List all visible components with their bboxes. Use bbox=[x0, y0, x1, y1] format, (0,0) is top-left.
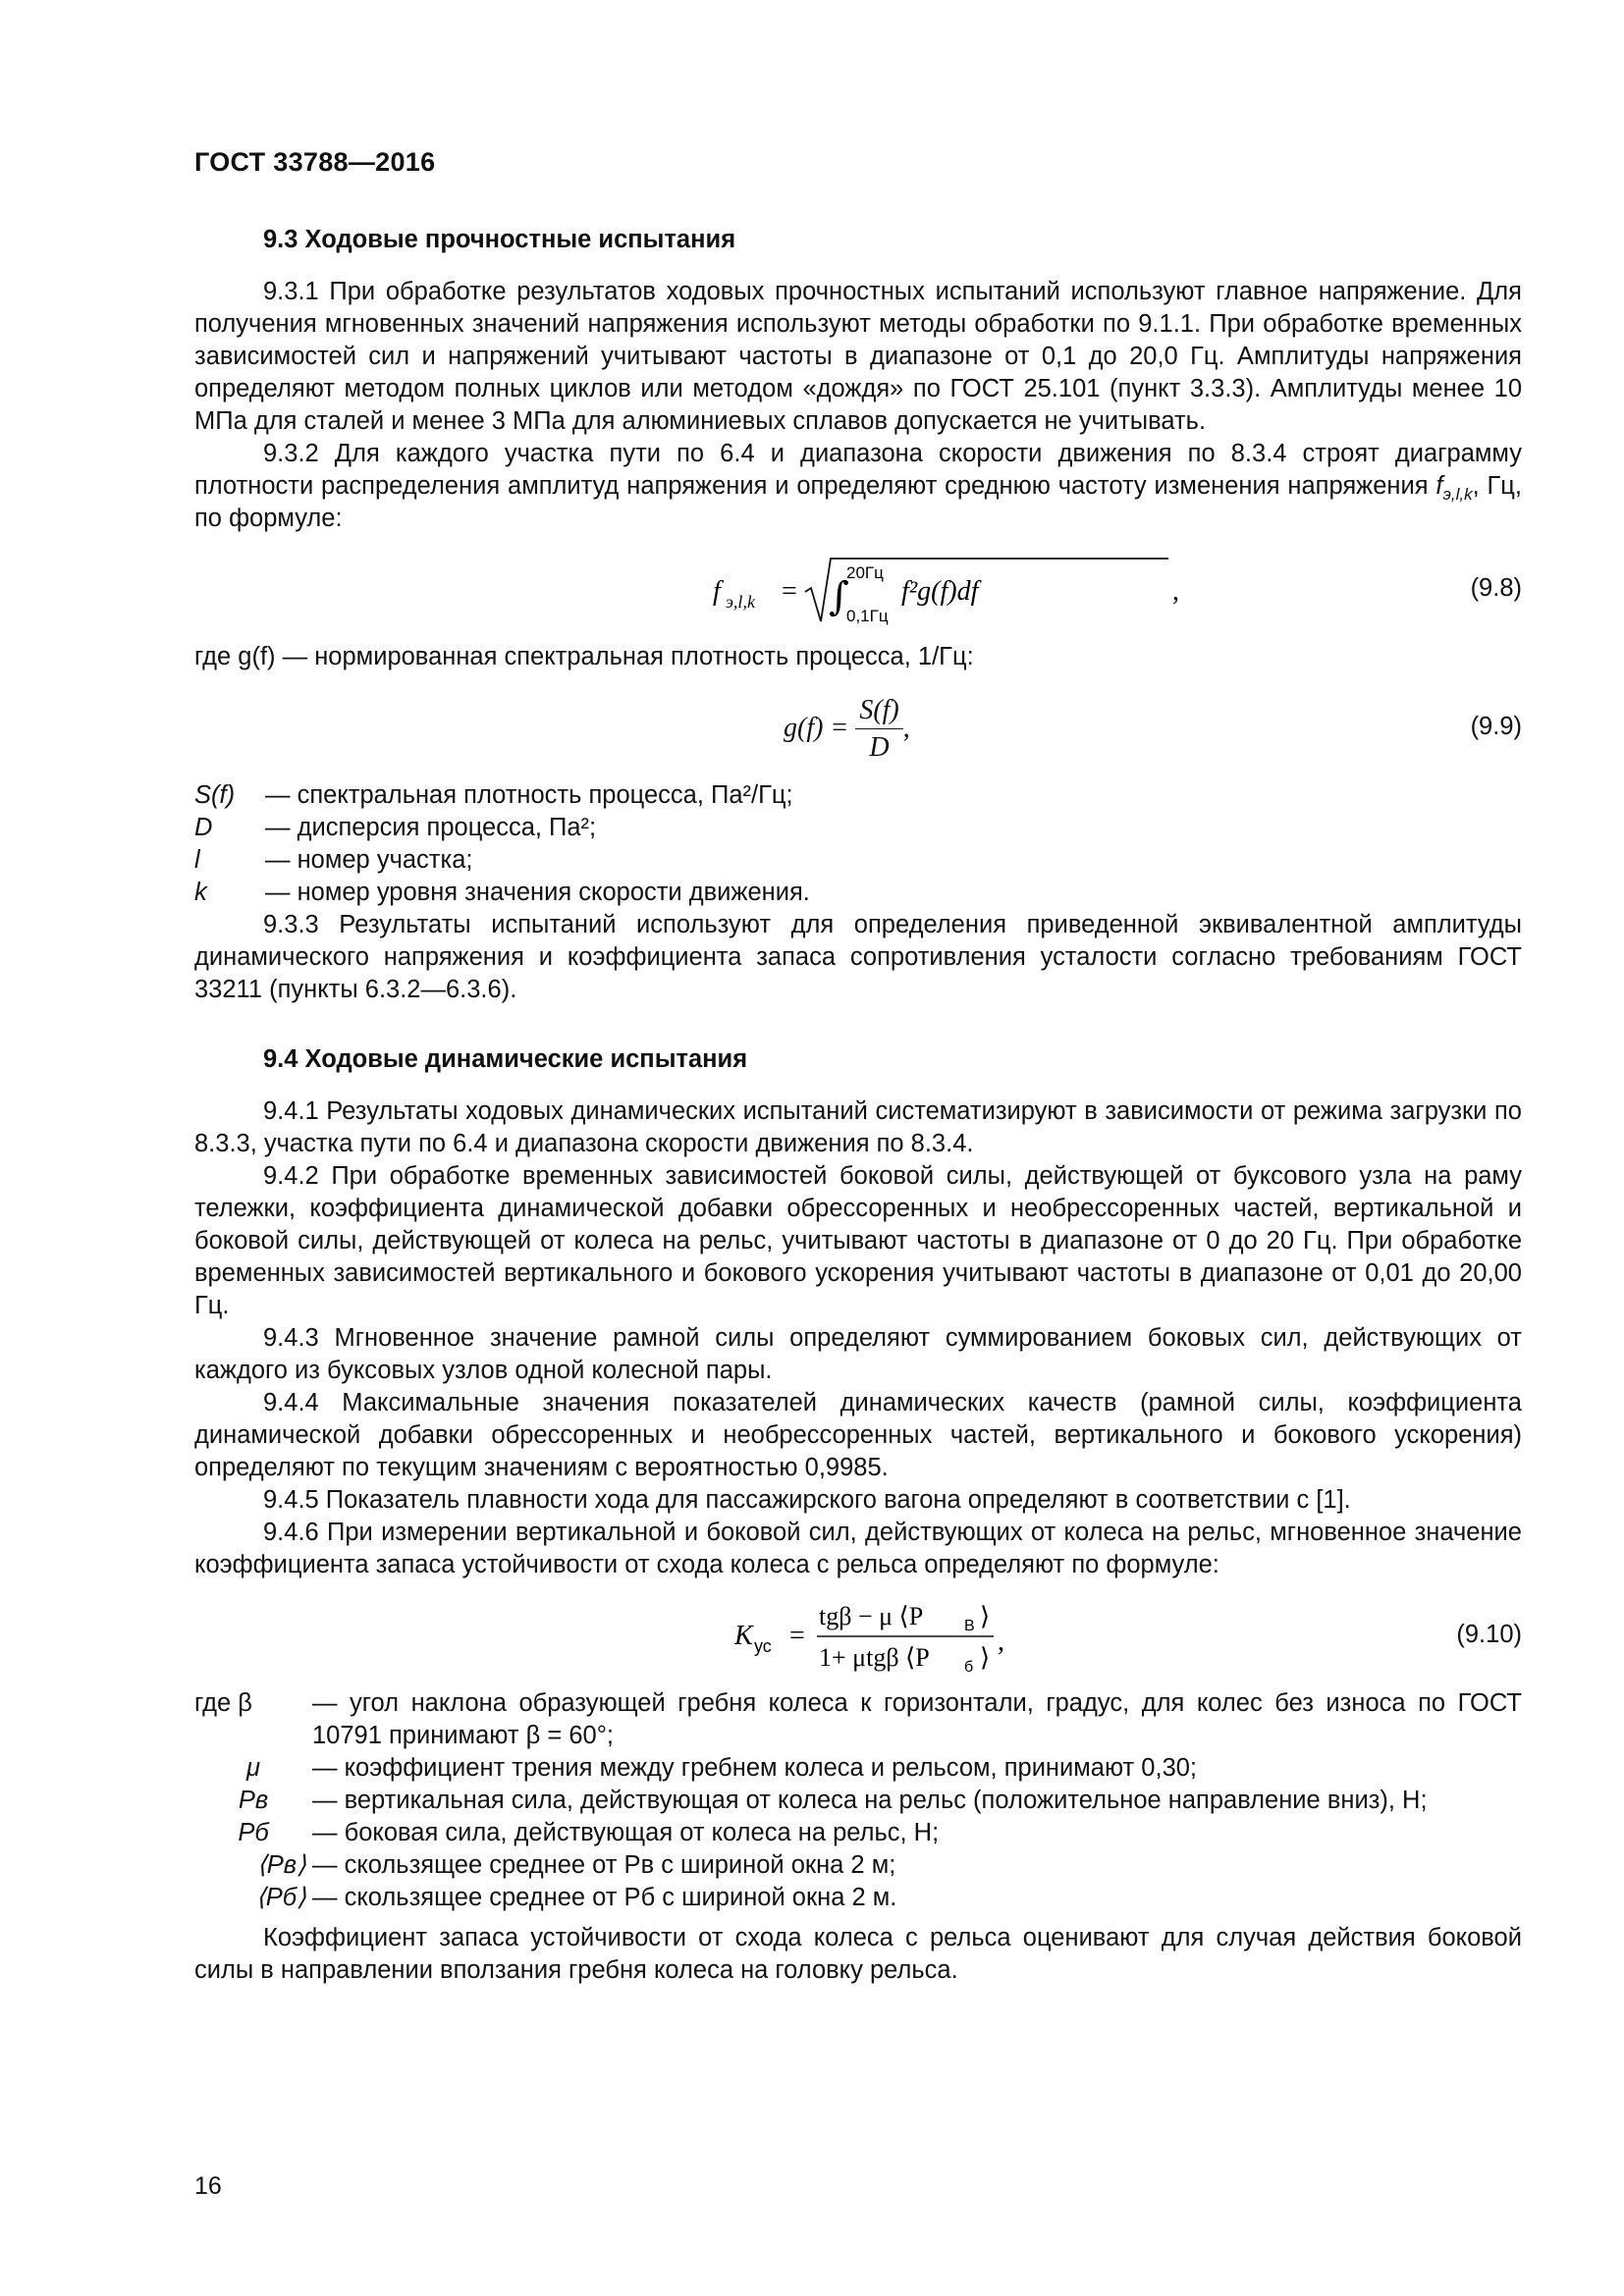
formula-9-10-denominator: 1+ μtgβ ⟨P bbox=[819, 1643, 930, 1672]
paragraph-9-4-3: 9.4.3 Мгновенное значение рамной силы определяют суммированием боковых сил, действующих от каждого из буксовых узлов одной колесной пары. bbox=[194, 1324, 1522, 1384]
formula-9-8-trail: , bbox=[1172, 576, 1179, 607]
page-number: 16 bbox=[194, 2172, 222, 2200]
definition-symbol: k bbox=[194, 879, 207, 906]
page-content bbox=[194, 224, 1522, 1987]
equation-number-9-9: (9.9) bbox=[1470, 713, 1522, 740]
formula-9-8-equals: = bbox=[782, 576, 797, 607]
definition-row bbox=[194, 1882, 1522, 1914]
definition-text: — коэффициент трения между гребнем колеса и рельсом, принимают 0,30; bbox=[312, 1754, 1198, 1782]
definition-row bbox=[194, 877, 1522, 909]
formula-9-10-trail: , bbox=[998, 1627, 1004, 1657]
formula-9-9-body bbox=[784, 689, 910, 772]
definition-symbol: Pв bbox=[238, 1787, 269, 1814]
paragraph-9-3-2-tail: , Гц, по формуле: bbox=[194, 472, 1523, 532]
paragraph-9-4-6: 9.4.6 При измерении вертикальной и боковой сил, действующих от колеса на рельс, мгновенное значение коэффициента запаса устойчивости от схода колеса с рельса определяют по формуле: bbox=[194, 1519, 1522, 1578]
definition-text: — скользящее среднее от Pв с шириной окна 2 м; bbox=[312, 1851, 896, 1879]
paragraph-9-4-7: Коэффициент запаса устойчивости от схода колеса с рельса оценивают для случая действия боковой силы в направлении вползания гребня колеса на головку рельса. bbox=[194, 1924, 1522, 1984]
document-code: ГОСТ 33788—2016 bbox=[194, 147, 436, 177]
formula-9-9-numerator: S(f) bbox=[855, 694, 902, 729]
definition-row bbox=[194, 1785, 1522, 1817]
integral-sign: ∫ bbox=[829, 574, 849, 619]
definition-row bbox=[194, 779, 1522, 812]
formula-9-10-den-sub: б bbox=[964, 1659, 974, 1676]
formula-9-8-integrand: f²g(f)df bbox=[901, 576, 979, 607]
definition-row bbox=[194, 1752, 1522, 1785]
section-title-9-3: 9.3 Ходовые прочностные испытания bbox=[263, 226, 736, 253]
definitions-9-3 bbox=[194, 779, 1522, 909]
formula-9-10-svg bbox=[734, 1595, 1029, 1678]
paragraph-9-3-2-text: 9.3.2 Для каждого участка пути по 6.4 и диапазона скорости движения по 8.3.4 строят диаграмму плотности распределения амплитуд напряжения и определяют среднюю частоту изменения напряжения bbox=[194, 440, 1522, 500]
definition-text: — номер участка; bbox=[265, 846, 473, 874]
definition-symbol: где β bbox=[194, 1689, 252, 1717]
paragraph-9-4-4: 9.4.4 Максимальные значения показателей динамических качеств (рамной силы, коэффициента динамической добавки обрессоренных и необрессоренных частей, вертикального и бокового ускорения) определяют по текущим значениям с вероятностью 0,9985. bbox=[194, 1389, 1522, 1481]
paragraph-9-3-3: 9.3.3 Результаты испытаний используют для определения приведенной эквивалентной амплитуды динамического напряжения и коэффициента запаса сопротивления усталости согласно требованиям ГОСТ 33211 (пункты 6.3.2—6.3.6). bbox=[194, 911, 1522, 1003]
formula-9-10-lhs: K bbox=[734, 1621, 753, 1651]
integral-lower: 0,1Гц bbox=[846, 607, 889, 625]
formula-9-8-body bbox=[713, 551, 1263, 633]
freq-symbol: f bbox=[1435, 472, 1443, 500]
definition-text: — спектральная плотность процесса, Па²/Гц; bbox=[265, 781, 793, 809]
formula-9-10-equals: = bbox=[789, 1621, 805, 1651]
definition-symbol: μ bbox=[246, 1754, 260, 1782]
formula-9-8-svg bbox=[713, 551, 1263, 629]
formula-9-8-lhs: f bbox=[713, 576, 721, 607]
paragraph-9-4-2: 9.4.2 При обработке временных зависимостей боковой силы, действующей от буксового узла на раму тележки, коэффициента динамической добавки обрессоренных и необрессоренных частей, вертикальной и боковой силы, действующей от колеса на рельс, учитывают частоты в диапазоне от 0 до 20 Гц. При обработке временных зависимостей вертикального и бокового ускорения учитывают частоты в диапазоне от 0,01 до 20,00 Гц. bbox=[194, 1162, 1522, 1319]
equation-number-9-10: (9.10) bbox=[1456, 1621, 1522, 1648]
formula-9-9-lhs: g(f) = bbox=[784, 713, 849, 743]
formula-9-8 bbox=[194, 547, 1522, 629]
definitions-9-4 bbox=[194, 1687, 1522, 1914]
formula-9-8-lhs-sub: э,l,k bbox=[726, 592, 755, 612]
definition-row bbox=[194, 1687, 1522, 1752]
formula-9-10-num-sub: В bbox=[964, 1618, 975, 1634]
angle-bracket-right: ⟩ bbox=[980, 1643, 991, 1673]
definition-symbol: D bbox=[194, 814, 213, 841]
formula-9-10-numerator: tgβ − μ ⟨P bbox=[819, 1602, 924, 1630]
section-title-9-4: 9.4 Ходовые динамические испытания bbox=[263, 1045, 748, 1073]
definition-text: — скользящее среднее от Pб с шириной окна 2 м. bbox=[312, 1884, 897, 1911]
formula-9-10-body bbox=[734, 1595, 1029, 1678]
where-gf: где g(f) — нормированная спектральная плотность процесса, 1/Гц: bbox=[194, 643, 974, 670]
formula-9-9-fraction bbox=[855, 694, 902, 764]
formula-9-9-trail: , bbox=[902, 713, 910, 744]
definition-row bbox=[194, 1849, 1522, 1882]
formula-9-10 bbox=[194, 1593, 1522, 1676]
definition-symbol: l bbox=[194, 846, 200, 874]
integral-upper: 20Гц bbox=[846, 563, 884, 582]
definition-row bbox=[194, 812, 1522, 844]
definition-symbol: ⟨Pб⟩ bbox=[255, 1884, 306, 1911]
paragraph-9-3-2 bbox=[194, 438, 1522, 535]
definition-row bbox=[194, 1817, 1522, 1849]
formula-9-10-lhs-sub: ус bbox=[754, 1636, 772, 1656]
definition-text: — номер уровня значения скорости движения. bbox=[265, 879, 810, 906]
angle-bracket-right: ⟩ bbox=[980, 1602, 991, 1631]
formula-9-9-denominator: D bbox=[869, 731, 890, 763]
definition-symbol: Pб bbox=[238, 1819, 269, 1846]
definition-row bbox=[194, 844, 1522, 877]
definition-symbol: S(f) bbox=[194, 781, 236, 809]
definition-text: — вертикальная сила, действующая от колеса на рельс (положительное направление вниз), Н; bbox=[312, 1787, 1428, 1814]
paragraph-9-4-1: 9.4.1 Результаты ходовых динамических испытаний систематизируют в зависимости от режима загрузки по 8.3.3, участка пути по 6.4 и диапазона скорости движения по 8.3.4. bbox=[194, 1097, 1522, 1157]
equation-number-9-8: (9.8) bbox=[1470, 574, 1522, 602]
paragraph-9-3-1: 9.3.1 При обработке результатов ходовых прочностных испытаний используют главное напряжение. Для получения мгновенных значений напряжения используют методы обработки по 9.1.1. При обработке временных зависимостей сил и напряжений учитывают частоты в диапазоне от 0,1 до 20,0 Гц. Амплитуды напряжения определяют методом полных циклов или методом «дождя» по ГОСТ 25.101 (пункт 3.3.3). Амплитуды менее 10 МПа для сталей и менее 3 МПа для алюминиевых сплавов допускается не учитывать. bbox=[194, 278, 1522, 435]
definition-symbol: ⟨Pв⟩ bbox=[256, 1851, 306, 1879]
definition-text: — боковая сила, действующая от колеса на рельс, Н; bbox=[312, 1819, 940, 1846]
definition-text: — дисперсия процесса, Па²; bbox=[265, 814, 597, 841]
formula-9-9 bbox=[194, 685, 1522, 768]
paragraph-9-4-5: 9.4.5 Показатель плавности хода для пассажирского вагона определяют в соответствии с [1]. bbox=[263, 1486, 1351, 1514]
definition-text: — угол наклона образующей гребня колеса к горизонтали, градус, для колес без износа по ГОСТ 10791 принимают β = 60°; bbox=[312, 1689, 1522, 1749]
freq-subscript: э,l,k bbox=[1442, 485, 1473, 505]
